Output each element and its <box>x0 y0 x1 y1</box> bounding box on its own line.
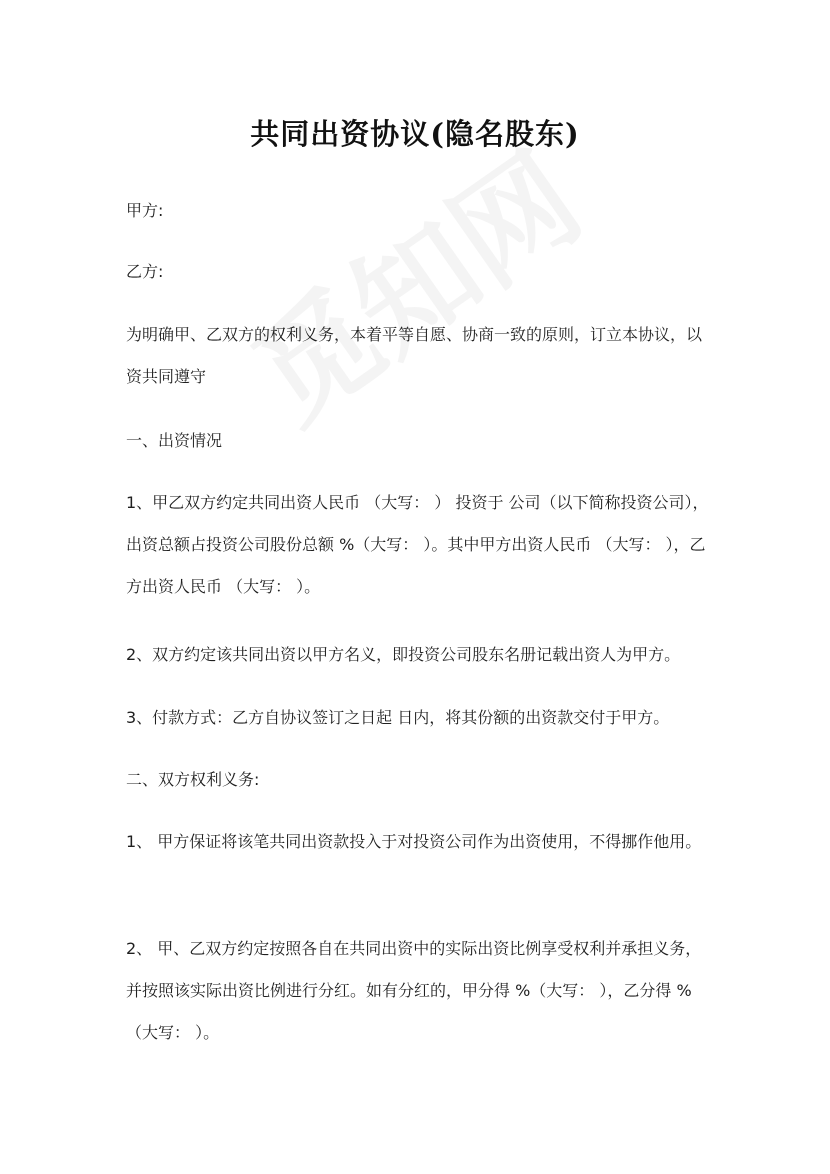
clause-2-2: 2、 甲、乙双方约定按照各自在共同出资中的实际出资比例享受权利并承担义务，并按照该实际出资比例进行分红。如有分红的，甲分得 %（大写： ），乙分得 %（大写： ）。 <box>126 939 702 1042</box>
clause-1-1: 1、甲乙双方约定共同出资人民币 （大写： ） 投资于 公司（以下简称投资公司），出资总额占投资公司股份总额 %（大写： ）。其中甲方出资人民币 （大写： ），乙方出资人民币 （大写： ）。 <box>126 493 709 596</box>
section-heading-rights: 二、双方权利义务: <box>126 770 260 789</box>
section-heading-contribution: 一、出资情况 <box>126 431 223 450</box>
clause-1-2: 2、双方约定该共同出资以甲方名义，即投资公司股东名册记载出资人为甲方。 <box>126 645 681 664</box>
party-a-line: 甲方: <box>126 201 164 220</box>
clause-2-1: 1、 甲方保证将该笔共同出资款投入于对投资公司作为出资使用，不得挪作他用。 <box>126 832 702 851</box>
party-b-line: 乙方: <box>126 262 164 281</box>
preamble-paragraph: 为明确甲、乙双方的权利义务，本着平等自愿、协商一致的原则，订立本协议，以资共同遵守 <box>126 325 703 386</box>
document-title: 共同出资协议(隐名股东) <box>250 117 580 151</box>
clause-1-3: 3、付款方式：乙方自协议签订之日起 日内，将其份额的出资款交付于甲方。 <box>126 708 670 727</box>
